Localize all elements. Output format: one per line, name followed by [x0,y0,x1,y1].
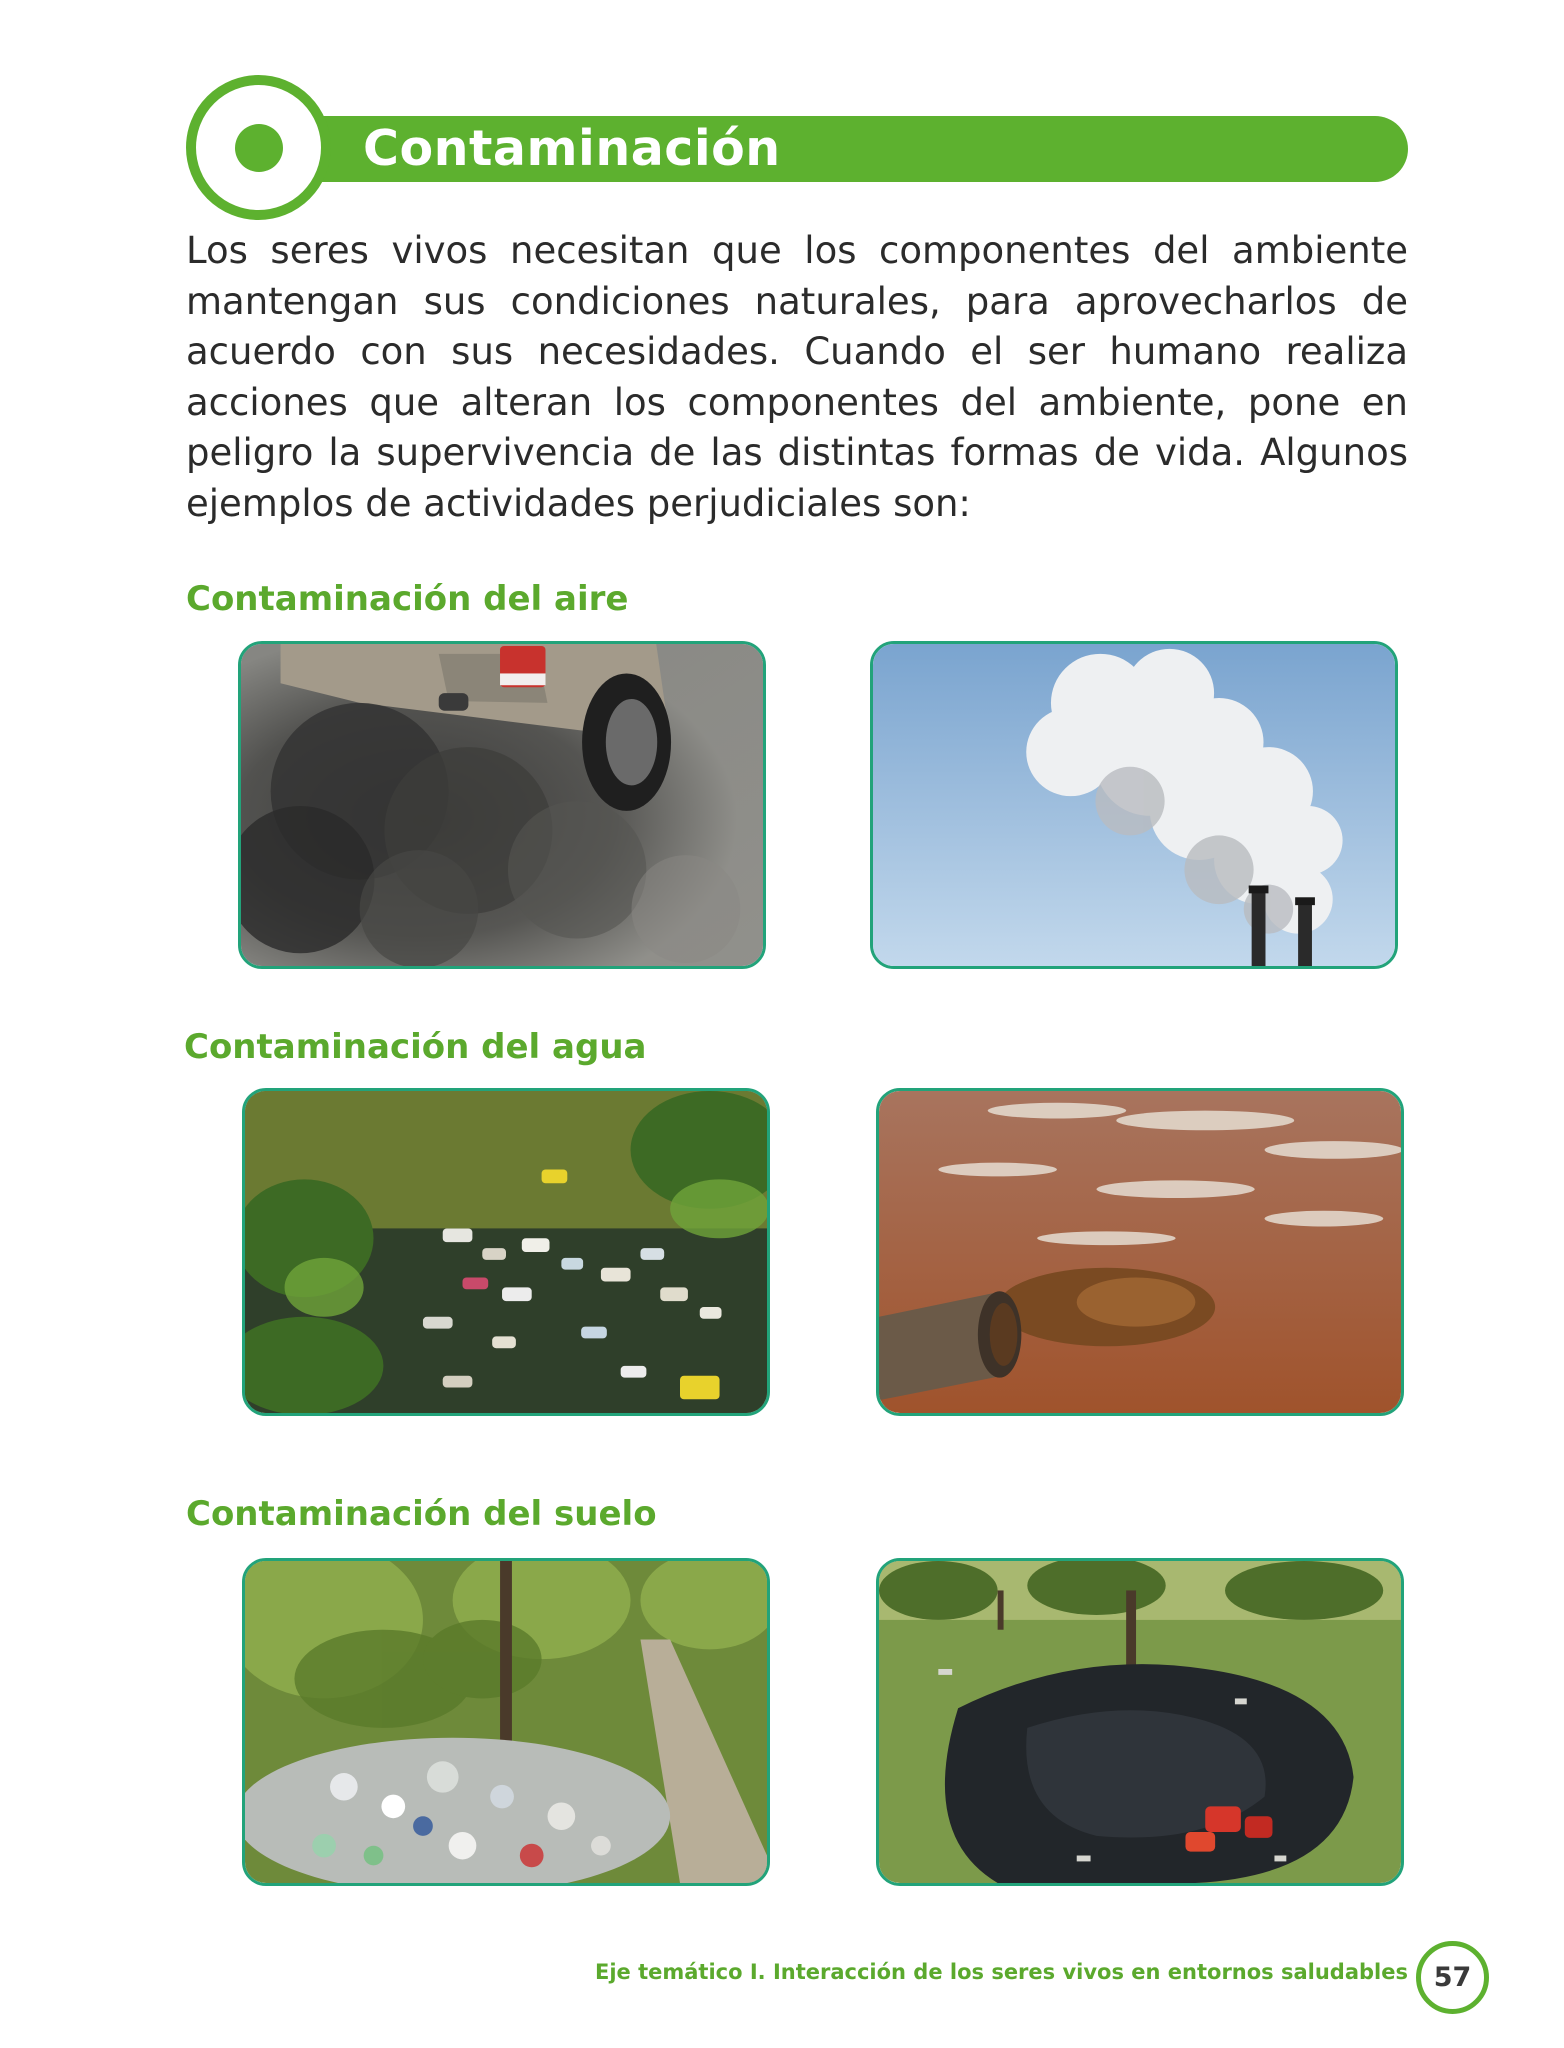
sewage-pipe-illustration [879,1091,1401,1413]
header-dot-icon [235,124,283,172]
page-title: Contaminación [363,120,781,177]
trash-pond-illustration [245,1091,767,1413]
section-heading-water: Contaminación del agua [184,1027,647,1067]
intro-paragraph: Los seres vivos necesitan que los componentes del ambiente mantengan sus condiciones naturales, para aprovecharlos de acuerdo con sus necesidades. Cuando el ser humano realiza acciones que alteran los componentes del ambiente, pone en peligro la supervivencia de las distintas formas de vida. Algunos ejemplos de actividades perjudiciales son: [186,229,1408,525]
landfill-road-illustration [245,1561,767,1883]
photo-sewage-pipe [876,1088,1404,1416]
photo-trash-pond [242,1088,770,1416]
header-circle-icon [186,75,331,220]
section-heading-soil: Contaminación del suelo [186,1494,657,1534]
factory-smoke-illustration [873,644,1395,966]
photo-landfill-road [242,1558,770,1886]
footer-text: Eje temático I. Interacción de los seres vivos en entornos saludables [594,1960,1408,1984]
oil-spill-soil-illustration [879,1561,1401,1883]
photo-oil-spill-soil [876,1558,1404,1886]
photo-factory-smoke [870,641,1398,969]
car-exhaust-illustration [241,644,763,966]
photo-car-exhaust [238,641,766,969]
section-heading-air: Contaminación del aire [186,579,629,619]
page-number: 57 [1416,1941,1489,2014]
